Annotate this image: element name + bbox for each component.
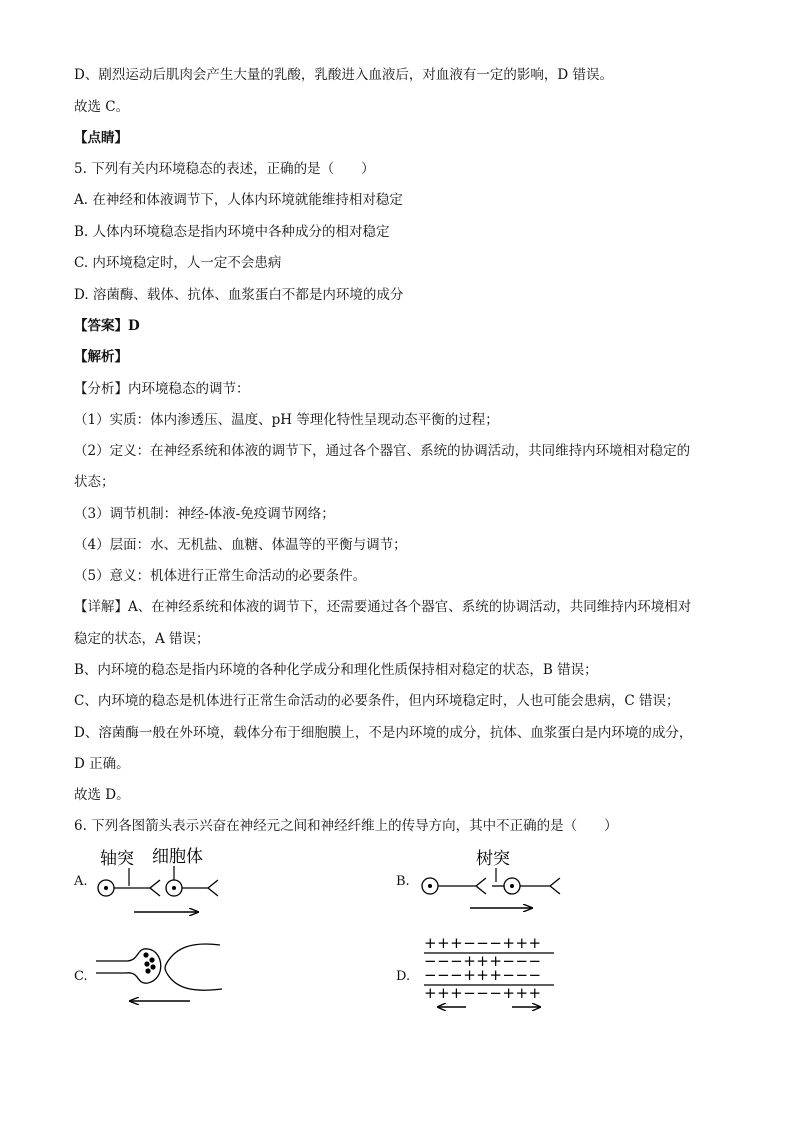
text-line: D、剧烈运动后肌肉会产生大量的乳酸，乳酸进入血液后，对血液有一定的影响，D 错误。 — [74, 67, 613, 83]
soma-label: 细胞体 — [152, 847, 203, 867]
figure-a-diagram — [90, 840, 240, 925]
explanation-line: B、内环境的稳态是指内环境的各种化学成分和理化性质保持相对稳定的状态，B 错误； — [74, 662, 598, 678]
analysis-line: （3）调节机制：神经-体液-免疫调节网络； — [74, 506, 335, 522]
nucleus-icon — [510, 884, 514, 888]
conclusion-line: 故选 D。 — [74, 787, 130, 803]
terminal-fork-icon — [550, 878, 560, 894]
charge-row-outer-bottom: +++−−−+++ — [424, 984, 542, 1002]
option-c: C. 内环境稳定时，人一定不会患病 — [74, 255, 282, 271]
option-d: D. 溶菌酶、载体、抗体、血浆蛋白不都是内环境的成分 — [74, 287, 404, 303]
text-line: 故选 C。 — [74, 99, 130, 115]
charge-row-outer-top: +++−−−+++ — [424, 934, 542, 952]
terminal-fork-icon — [476, 878, 486, 894]
vesicle-icon — [149, 957, 154, 962]
vesicle-icon — [145, 968, 150, 973]
explanation-line: D、溶菌酶一般在外环境，载体分布于细胞膜上，不是内环境的成分，抗体、血浆蛋白是内环境的成分， — [74, 725, 693, 741]
question-stem: 6. 下列各图箭头表示兴奋在神经元之间和神经纤维上的传导方向，其中不正确的是（ ） — [74, 818, 618, 834]
vesicle-icon — [144, 961, 149, 966]
dendrite-label: 树突 — [476, 849, 510, 869]
charge-row-inner-bottom: −−−+++−−− — [424, 966, 542, 984]
analysis-line: 【分析】内环境稳态的调节： — [74, 381, 250, 397]
charge-row-inner-top: −−−+++−−− — [424, 952, 542, 970]
analysis-line: （4）层面：水、无机盐、血糖、体温等的平衡与调节； — [74, 537, 407, 553]
figure-a-label: A. — [74, 874, 88, 889]
vesicle-icon — [150, 964, 155, 969]
figure-d-diagram — [420, 932, 570, 1017]
figure-c-diagram — [90, 935, 240, 1015]
nucleus-icon — [104, 886, 108, 890]
explanation-line: 稳定的状态，A 错误； — [74, 631, 210, 647]
option-a: A. 在神经和体液调节下，人体内环境就能维持相对稳定 — [74, 192, 403, 208]
section-heading: 【解析】 — [74, 349, 128, 365]
figure-b-diagram — [412, 840, 572, 925]
figure-d-label: D. — [396, 969, 411, 984]
analysis-line: （5）意义：机体进行正常生命活动的必要条件。 — [74, 568, 367, 584]
terminal-fork-icon — [208, 880, 218, 896]
section-heading: 【点睛】 — [74, 130, 128, 146]
analysis-line: （2）定义：在神经系统和体液的调节下，通过各个器官、系统的协调活动，共同维持内环境相对稳定的 — [74, 443, 691, 459]
figure-b-label: B. — [396, 874, 410, 889]
analysis-line: （1）实质：体内渗透压、温度、pH 等理化特性呈现动态平衡的过程； — [74, 412, 499, 428]
explanation-line: D 正确。 — [74, 756, 130, 772]
figure-c-label: C. — [74, 969, 88, 984]
answer-line: 【答案】D — [74, 318, 140, 334]
explanation-line: C、内环境的稳态是机体进行正常生命活动的必要条件，但内环境稳定时，人也可能会患病，C 错误； — [74, 693, 680, 709]
nucleus-icon — [428, 884, 432, 888]
postsynaptic-membrane — [165, 944, 222, 990]
axon-label: 轴突 — [100, 849, 134, 869]
question-stem: 5. 下列有关内环境稳态的表述，正确的是（ ） — [74, 161, 375, 177]
terminal-fork-icon — [150, 880, 160, 896]
nucleus-icon — [172, 886, 176, 890]
option-b: B. 人体内环境稳态是指内环境中各种成分的相对稳定 — [74, 224, 390, 240]
vesicle-icon — [143, 952, 148, 957]
analysis-line: 状态； — [74, 474, 115, 490]
explanation-line: 【详解】A、在神经系统和体液的调节下，还需要通过各个器官、系统的协调活动，共同维持内环境相对 — [74, 599, 692, 615]
